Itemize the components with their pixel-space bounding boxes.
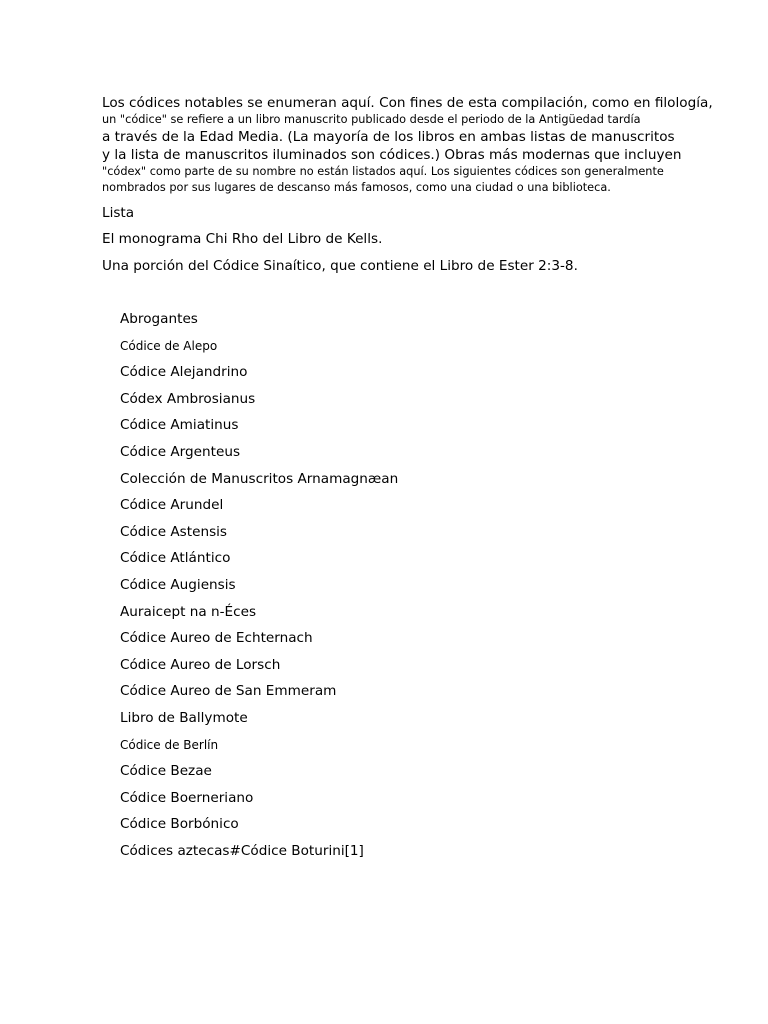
list-item: Códex Ambrosianus [120,390,256,407]
list-item: Códice Augiensis [120,576,236,593]
intro-paragraph [102,94,742,196]
list-item: Códice Aureo de San Emmeram [120,683,337,700]
list-item: Códices aztecas#Códice Boturini[1] [120,842,364,859]
list-item: Libro de Ballymote [120,709,248,726]
list-item: Códice Astensis [120,523,228,540]
list-item: Códice Arundel [120,497,224,514]
list-item: Códice de Alepo [120,338,218,353]
intro-line: nombrados por sus lugares de descanso más famosos, como una ciudad o una biblioteca. [102,181,611,194]
list-item: Códice Argenteus [120,443,241,460]
list-item: Códice Atlántico [120,550,231,567]
list-item: Códice de Berlín [120,737,219,752]
section-heading: Lista [102,205,135,221]
list-item: Códice Boerneriano [120,789,254,806]
intro-line: Los códices notables se enumeran aquí. Con fines de esta compilación, como en filología, [102,95,713,111]
list-item: Códice Aureo de Lorsch [120,656,281,673]
list-item: Auraicept na n-Éces [120,603,257,620]
intro-line: y la lista de manuscritos iluminados son códices.) Obras más modernas que incluyen [102,147,682,163]
list-item: Colección de Manuscritos Arnamagnæan [120,470,399,487]
list-item: Códice Aureo de Echternach [120,630,313,647]
list-item: Abrogantes [120,311,198,327]
image-caption: Una porción del Códice Sinaítico, que contiene el Libro de Ester 2:3-8. [102,258,578,274]
codex-list [120,306,398,864]
list-item: Códice Borbónico [120,816,239,833]
image-caption: El monograma Chi Rho del Libro de Kells. [102,231,383,247]
list-item: Códice Amiatinus [120,417,239,434]
list-item: Códice Alejandrino [120,364,248,381]
intro-line: "códex" como parte de su nombre no están listados aquí. Los siguientes códices son generalmente [102,165,664,178]
intro-line: a través de la Edad Media. (La mayoría de los libros en ambas listas de manuscritos [102,129,675,145]
intro-line: un "códice" se refiere a un libro manuscrito publicado desde el periodo de la Antigüedad tardía [102,113,641,126]
list-item: Códice Bezae [120,763,212,780]
